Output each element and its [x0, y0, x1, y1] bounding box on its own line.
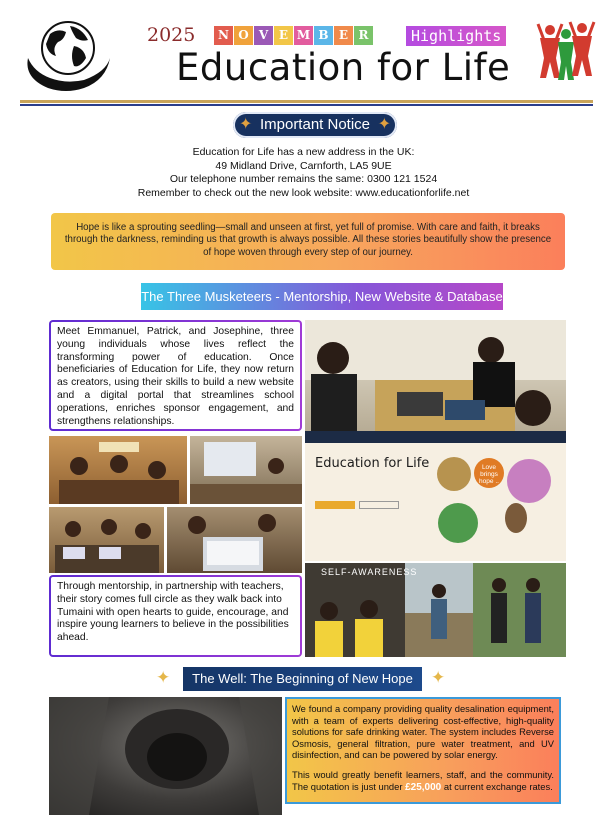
month-letter: R — [354, 26, 373, 45]
website-button — [315, 501, 355, 509]
highlights-label: Highlights — [406, 26, 506, 46]
well-description — [285, 697, 561, 804]
quotation-amount: £25,000 — [405, 781, 442, 793]
notice-line: 49 Midland Drive, Carnforth, LA5 9UE — [215, 159, 392, 172]
mentorship-photos — [305, 563, 566, 657]
globe-hands-logo — [22, 14, 114, 94]
well-photo — [49, 697, 282, 815]
website-photo-circle — [507, 459, 551, 503]
sparkle-icon: ✦ — [431, 668, 446, 687]
month-letter: O — [234, 26, 253, 45]
self-awareness-label: SELF-AWARENESS — [321, 567, 418, 577]
website-button — [359, 501, 399, 509]
month-letter: M — [294, 26, 313, 45]
header-rule-blue — [20, 104, 593, 106]
students-computers-photo — [49, 507, 164, 573]
website-screenshot — [305, 431, 566, 561]
classroom-projector-photo — [190, 436, 302, 504]
well-paragraph-2 — [292, 769, 554, 793]
notice-body — [100, 146, 507, 200]
month-letters — [214, 26, 373, 45]
team-laptop-photo — [305, 320, 566, 431]
website-photo-circle — [438, 503, 478, 543]
month-letter: V — [254, 26, 273, 45]
well-heading: The Well: The Beginning of New Hope — [183, 667, 422, 691]
issue-year: 2025 — [147, 24, 196, 46]
notice-heading-text: Important Notice — [259, 116, 371, 133]
website-title: Education for Life — [315, 456, 430, 471]
star-icon: ✦ — [377, 116, 391, 133]
classroom-photo — [49, 436, 187, 504]
month-letter: N — [214, 26, 233, 45]
well-paragraph-1: We found a company providing quality desalination equipment, with a team of experts delivering cost-effective, high-quality solutions for safe drinking water. The system includes Reverse Osmosis, general filtration, pure water treatment, and UV disinfection, and can be powered by solar energy. — [292, 703, 554, 761]
musketeers-heading: The Three Musketeers - Mentorship, New Website & Database — [141, 283, 503, 310]
hope-quote: Hope is like a sprouting seedling—small and unseen at first, yet full of promise. With care and faith, it breaks through the darkness, reminding us that growth is always possible. All these stories beautifully show the presence of hope woven through every step of our journey. — [51, 213, 565, 270]
website-photo-circle — [437, 457, 471, 491]
well-text-fragment: This would greatly benefit learners, staff, and the community. The quotation is just under — [292, 768, 554, 792]
page-title: Education for Life — [176, 46, 511, 89]
important-notice-heading — [233, 112, 397, 138]
musketeers-intro-text: Meet Emmanuel, Patrick, and Josephine, three young individuals whose lives reflect the transforming power of education. Once beneficiaries of Education for Life, they now return as creators, using their skills to build a new website and a digital portal that streamlines school operations, enriches sponsor engagement, and strengthens relationships. — [49, 320, 302, 431]
notice-line: Our telephone number remains the same: 0300 121 1524 — [169, 173, 438, 185]
laptop-lesson-photo — [167, 507, 302, 573]
website-bubble: Love brings hope .. — [474, 458, 504, 488]
people-logo — [536, 18, 596, 82]
header — [0, 0, 607, 100]
notice-line: Education for Life has a new address in the UK: — [192, 146, 415, 158]
notice-line: Remember to check out the new look website: www.educationforlife.net — [137, 186, 470, 199]
star-icon: ✦ — [239, 116, 253, 133]
website-nav-bar — [305, 431, 566, 443]
website-photo-circle — [505, 503, 527, 533]
month-letter: E — [334, 26, 353, 45]
musketeers-mentorship-text: Through mentorship, in partnership with teachers, their story comes full circle as they walk back into Tumaini with open hearts to guide, encourage, and inspire young learners to believe in the possibilities ahead. — [49, 575, 302, 657]
month-letter: E — [274, 26, 293, 45]
sparkle-icon: ✦ — [156, 668, 171, 687]
month-letter: B — [314, 26, 333, 45]
well-text-fragment: at current exchange rates. — [441, 780, 553, 792]
header-rule-gold — [20, 100, 593, 103]
